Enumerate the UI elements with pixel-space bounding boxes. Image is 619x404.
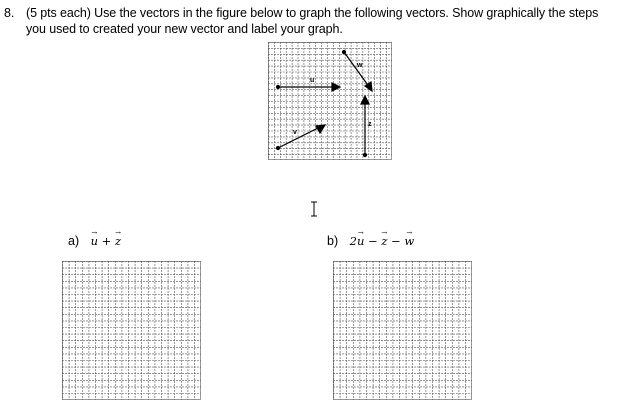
vector-v xyxy=(278,127,320,148)
label-z: z xyxy=(368,121,372,128)
label-w: w xyxy=(357,62,363,69)
part-b-coef: 2 xyxy=(349,234,357,248)
part-b-minus-1: − xyxy=(364,234,382,248)
vector-v-head xyxy=(316,125,325,133)
grid-border xyxy=(334,262,472,400)
vector-z-head xyxy=(361,96,369,104)
label-u: u xyxy=(310,77,315,84)
part-b-label xyxy=(327,233,414,249)
text-cursor-icon xyxy=(309,200,319,218)
figure-grid xyxy=(268,42,392,160)
part-b-u: → u xyxy=(357,233,364,249)
part-b-minus-2: − xyxy=(387,234,405,248)
part-a-plus: + xyxy=(98,234,115,248)
grid-border xyxy=(63,262,201,400)
part-a-z: → z xyxy=(115,233,121,249)
question-text: (5 pts each) Use the vectors in the figure below to graph the following vectors. Show graphically the steps you used to created your new vector and label your graph. xyxy=(26,6,599,36)
part-b-w: → w xyxy=(404,233,414,249)
label-v: v xyxy=(293,129,297,136)
part-a-expression xyxy=(91,234,121,248)
part-a-letter: a) xyxy=(68,234,80,248)
part-b-expression xyxy=(350,234,415,248)
answer-grid-a[interactable] xyxy=(62,261,202,401)
vector-figure xyxy=(268,42,393,162)
part-a-u: → u xyxy=(91,233,98,249)
answer-grid-b[interactable] xyxy=(333,261,473,401)
part-b-letter: b) xyxy=(327,234,339,248)
part-a-label xyxy=(68,233,121,249)
part-b-z: → z xyxy=(381,233,387,249)
question-number: 8. xyxy=(4,6,15,20)
